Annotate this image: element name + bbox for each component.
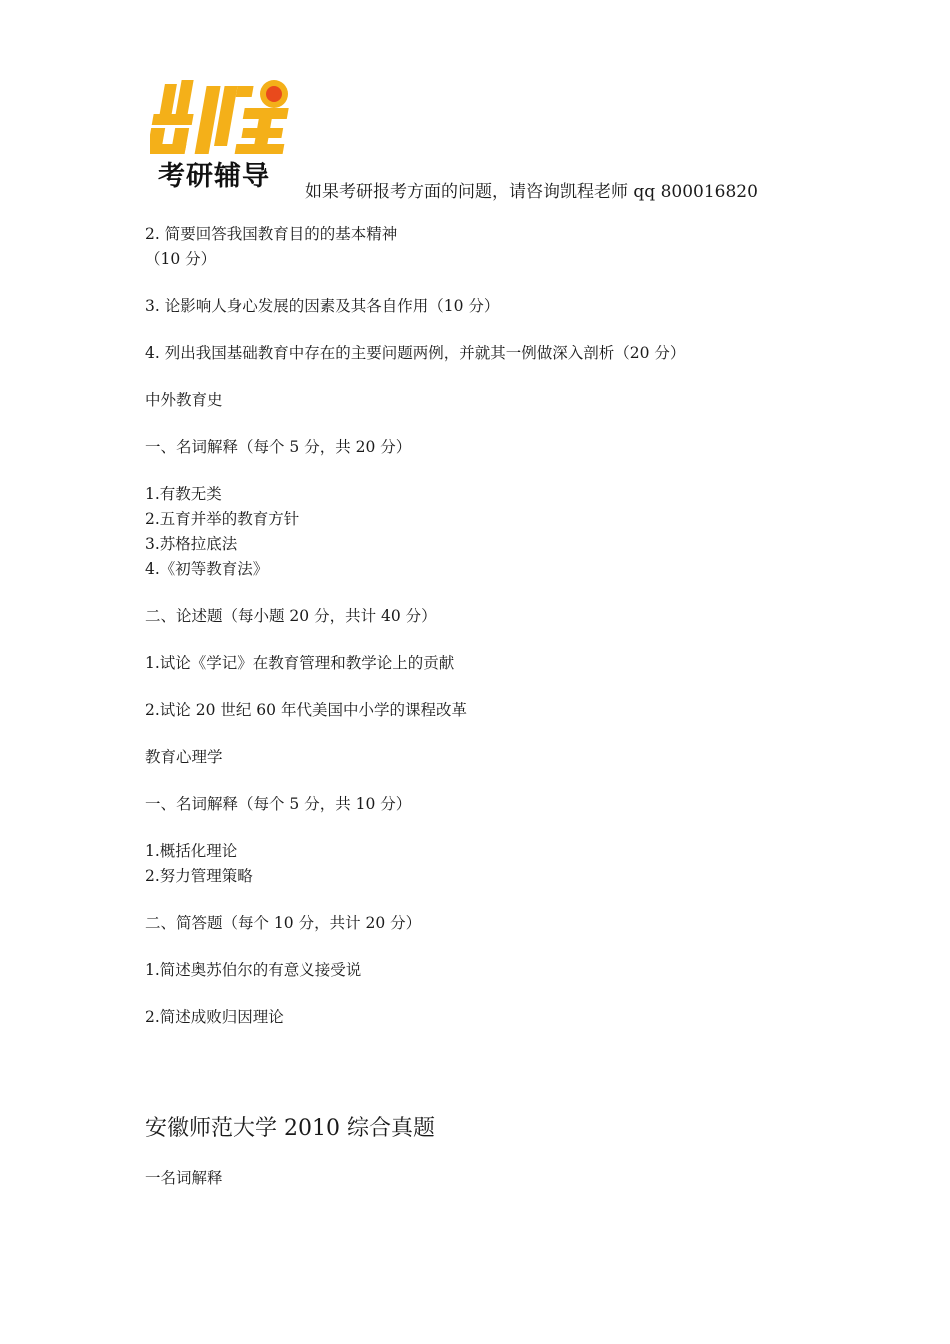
list-item: 2.努力管理策略 [145,867,253,885]
list-item: 4.《初等教育法》 [145,560,269,578]
contact-line: 如果考研报考方面的问题，请咨询凯程老师 qq 800016820 [305,182,758,202]
history-part1-title: 一、名词解释（每个 5 分，共 20 分） [145,438,412,456]
list-item: 1.概括化理论 [145,842,238,860]
document-content [145,222,865,1191]
list-item: 1.简述奥苏伯尔的有意义接受说 [145,961,362,979]
list-item: 2.五育并举的教育方针 [145,510,300,528]
section-title-history: 中外教育史 [145,391,223,409]
list-item: 3.苏格拉底法 [145,535,238,553]
list-item: 2.简述成败归因理论 [145,1008,284,1026]
logo-subtitle: 考研辅导 [158,161,270,192]
list-item: 1.试论《学记》在教育管理和教学论上的贡献 [145,654,455,672]
psychology-part1-title: 一、名词解释（每个 5 分，共 10 分） [145,795,412,813]
question-4: 4. 列出我国基础教育中存在的主要问题两例，并就其一例做深入剖析（20 分） [145,344,686,362]
psychology-part2-title: 二、简答题（每个 10 分，共计 20 分） [145,914,422,932]
exam-2010-title: 安徽师范大学 2010 综合真题 [145,1116,435,1141]
history-part2-title: 二、论述题（每小题 20 分，共计 40 分） [145,607,437,625]
exam-2010-subtitle: 一名词解释 [145,1169,223,1187]
list-item: 2.试论 20 世纪 60 年代美国中小学的课程改革 [145,701,467,719]
question-2-line-1: 2. 简要回答我国教育目的的基本精神 [145,225,398,243]
question-3: 3. 论影响人身心发展的因素及其各自作用（10 分） [145,297,500,315]
kaicheng-logo [150,78,300,194]
question-2-line-2: （10 分） [145,250,217,268]
section-title-psychology: 教育心理学 [145,748,223,766]
kaicheng-logo-graphic [150,78,300,160]
list-item: 1.有教无类 [145,485,222,503]
